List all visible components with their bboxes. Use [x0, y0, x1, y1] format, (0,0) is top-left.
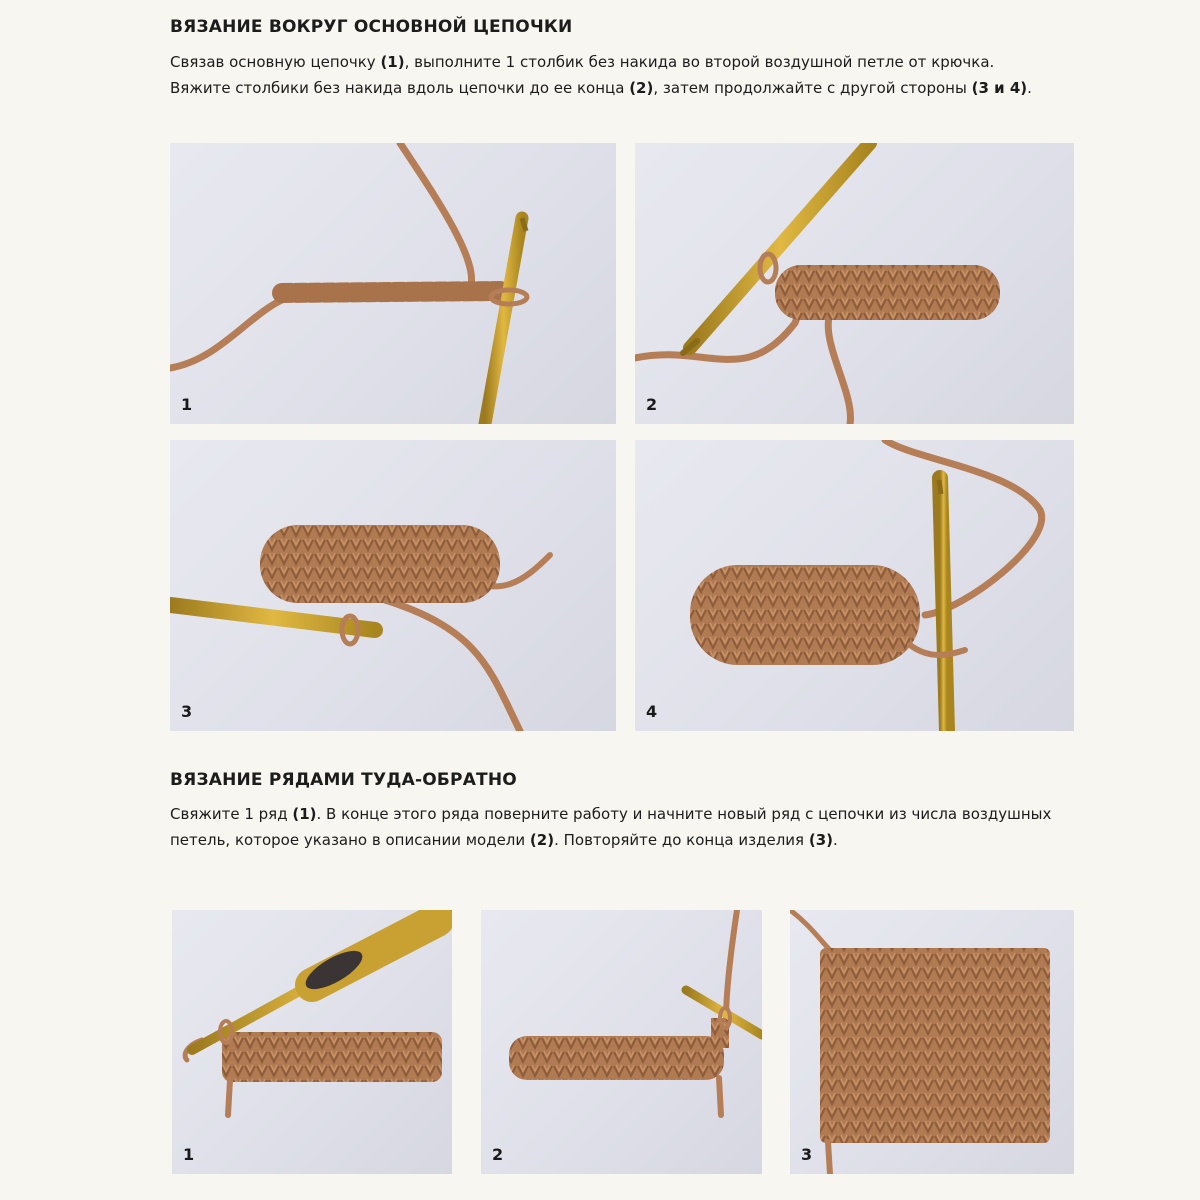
crochet-illustration — [481, 910, 762, 1174]
photo-step-3-other-side — [170, 440, 616, 731]
text: Связав основную цепочку — [170, 53, 381, 71]
ref-bold: (3) — [808, 831, 833, 849]
text: , затем продолжайте с другой стороны — [653, 79, 972, 97]
text: , выполните 1 столбик без накида во второй воздушной петле от крючка. — [404, 53, 995, 71]
photo-step-1-chain — [170, 143, 616, 424]
photo-number: 2 — [646, 395, 658, 414]
photo-step-2-single-crochet — [635, 143, 1074, 424]
crochet-illustration — [790, 910, 1074, 1174]
photo-number: 3 — [801, 1145, 813, 1164]
section2-paragraph-line2 — [170, 827, 1150, 853]
text: . — [833, 831, 838, 849]
text: петель, которое указано в описании модели — [170, 831, 530, 849]
photo-row-step-1 — [172, 910, 452, 1174]
photo-number: 3 — [181, 702, 193, 721]
section1-paragraph-line1 — [170, 49, 1150, 75]
text: Вяжите столбики без накида вдоль цепочки до ее конца — [170, 79, 630, 97]
photo-number: 1 — [181, 395, 193, 414]
text: Свяжите 1 ряд — [170, 805, 293, 823]
section1-paragraph-line2 — [170, 75, 1150, 101]
text: . Повторяйте до конца изделия — [554, 831, 809, 849]
ref-bold: (3 и 4) — [971, 79, 1028, 97]
ref-bold: (1) — [292, 805, 317, 823]
ref-bold: (2) — [529, 831, 555, 849]
crochet-illustration — [172, 910, 452, 1174]
crochet-illustration — [635, 143, 1074, 424]
crochet-illustration — [170, 143, 616, 424]
ref-bold: (2) — [629, 79, 654, 97]
photo-number: 2 — [492, 1145, 504, 1164]
crochet-illustration — [170, 440, 616, 731]
photo-row-step-3 — [790, 910, 1074, 1174]
photo-number: 1 — [183, 1145, 195, 1164]
section-title-around-chain: ВЯЗАНИЕ ВОКРУГ ОСНОВНОЙ ЦЕПОЧКИ — [170, 17, 573, 37]
crochet-illustration — [635, 440, 1074, 731]
section-title-rows: ВЯЗАНИЕ РЯДАМИ ТУДА-ОБРАТНО — [170, 770, 517, 790]
photo-row-step-2 — [481, 910, 762, 1174]
photo-number: 4 — [646, 702, 658, 721]
photo-step-4-round-finish — [635, 440, 1074, 731]
text: . В конце этого ряда поверните работу и начните новый ряд с цепочки из числа воздушных — [316, 805, 1052, 823]
text: . — [1027, 79, 1032, 97]
ref-bold: (1) — [380, 53, 405, 71]
section2-paragraph-line1 — [170, 801, 1150, 827]
